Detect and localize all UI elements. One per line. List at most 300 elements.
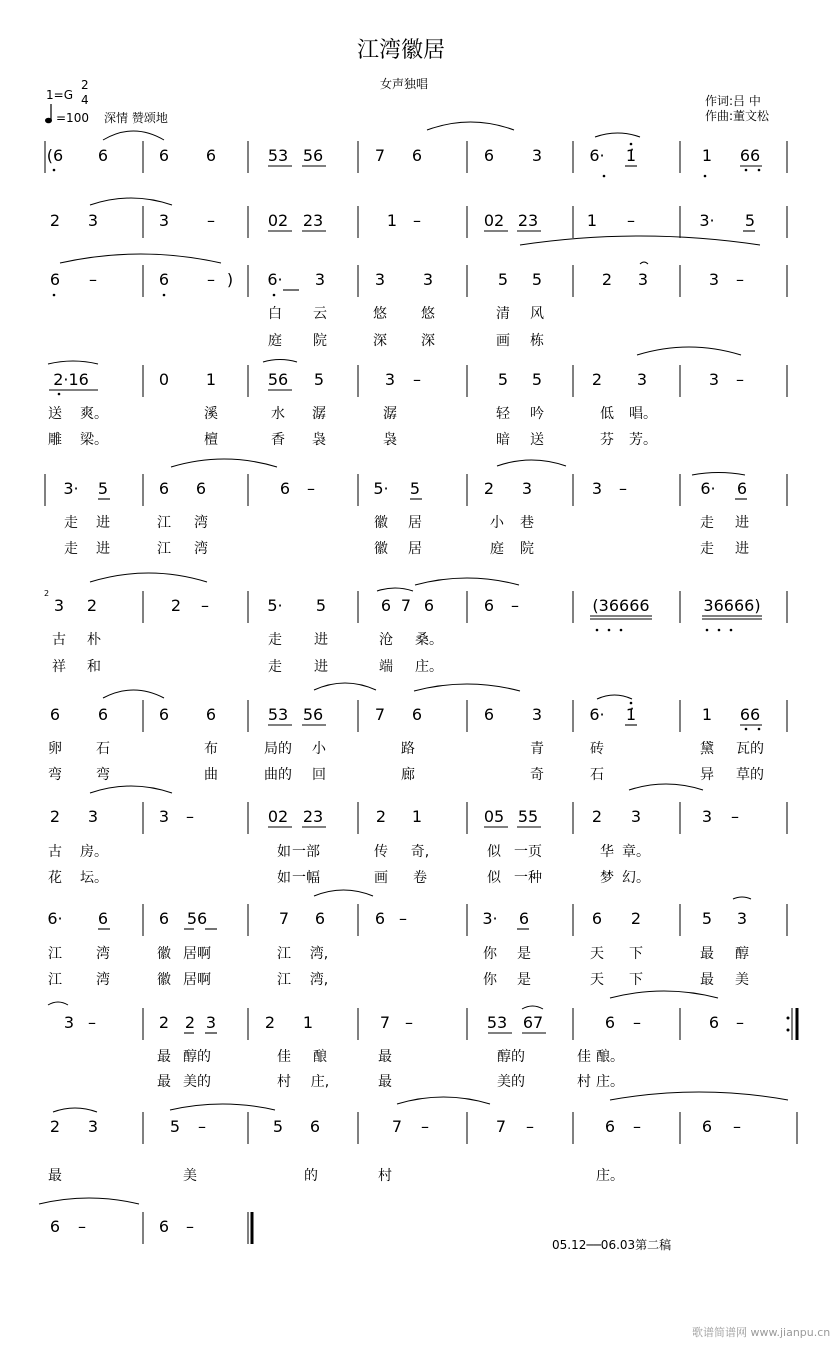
lyric-syllable: 湾 (96, 972, 110, 988)
jianpu-note: – (731, 807, 739, 826)
lyric-syllable: 廊 (401, 767, 415, 783)
lyric-syllable: 潺 (312, 406, 326, 422)
jianpu-note: 2 (49, 211, 61, 230)
lyric-syllable: 曲的 (264, 767, 292, 783)
subtitle: 女声独唱 (380, 77, 429, 91)
lyric-syllable: 美的 (183, 1074, 211, 1090)
lyric-syllable: 爽。 (80, 406, 108, 422)
lyric-syllable: 传 (374, 844, 388, 860)
jianpu-note: – (207, 270, 215, 289)
lyric-syllable: 庄。 (596, 1074, 624, 1090)
repeat-dot (787, 1017, 790, 1020)
slur (90, 573, 207, 582)
lyric-syllable: 村 (277, 1074, 291, 1090)
octave-dot (53, 169, 56, 172)
jianpu-note: 6 (483, 596, 495, 615)
lyric-syllable: 最 (700, 972, 714, 988)
lyric-syllable: 白 (268, 306, 282, 322)
jianpu-note: 3 (314, 270, 326, 289)
lyric-syllable: 送 (530, 432, 544, 448)
jianpu-note: 6 (195, 479, 207, 498)
octave-dot (603, 175, 606, 178)
jianpu-note: 6· (267, 270, 283, 289)
lyric-syllable: 最 (48, 1168, 62, 1184)
jianpu-note: 66 (739, 146, 761, 165)
jianpu-note: 05 (483, 807, 505, 826)
slur (497, 460, 566, 466)
jianpu-note: 0 (158, 370, 170, 389)
jianpu-note: 6 (49, 705, 61, 724)
lyric-syllable: 美 (183, 1168, 197, 1184)
jianpu-note: 6 (158, 270, 170, 289)
lyric-syllable: 弯 (96, 767, 110, 783)
jianpu-note: 6 (158, 479, 170, 498)
lyricist-credit: 作词:吕 中 (705, 94, 761, 108)
lyric-syllable: 村 (378, 1168, 392, 1184)
lyric-syllable: 徽 (374, 541, 388, 557)
lyric-syllable: 暗 (496, 432, 510, 448)
lyric-syllable: 下 (629, 972, 643, 988)
lyric-syllable: 最 (157, 1074, 171, 1090)
jianpu-note: 2 (601, 270, 613, 289)
lyric-syllable: 走 (700, 515, 714, 531)
jianpu-note: 67 (522, 1013, 544, 1032)
slur (90, 198, 172, 205)
jianpu-note: – (186, 1217, 194, 1236)
lyric-syllable: 桑。 (415, 632, 443, 648)
jianpu-note: 2 (86, 596, 98, 615)
lyric-syllable: 布 (204, 741, 218, 757)
jianpu-note: 3 (374, 270, 386, 289)
lyric-syllable: 路 (401, 741, 415, 757)
slur (595, 133, 640, 137)
jianpu-note: 3 (87, 1117, 99, 1136)
lyric-syllable: 似 (487, 870, 501, 886)
lyric-syllable: 湾 (194, 515, 208, 531)
lyric-syllable: 是 (517, 972, 531, 988)
jianpu-note: 2 (49, 1117, 61, 1136)
jianpu-note: 2 (630, 909, 642, 928)
jianpu-note: 23 (302, 211, 324, 230)
jianpu-note: 6 (205, 146, 217, 165)
octave-dot (163, 294, 166, 297)
jianpu-note: 5 (272, 1117, 284, 1136)
slur (377, 588, 413, 591)
lyric-syllable: 巷 (520, 515, 534, 531)
jianpu-note: 6 (97, 146, 109, 165)
jianpu-note: (6 (46, 146, 64, 165)
slur (414, 684, 520, 691)
jianpu-note: – (633, 1117, 641, 1136)
lyric-syllable: 醇的 (497, 1049, 525, 1065)
slur (733, 897, 751, 899)
jianpu-note: 7 (495, 1117, 507, 1136)
slur (427, 122, 514, 130)
jianpu-note: 1 (701, 146, 713, 165)
lyric-syllable: 坛。 (80, 870, 108, 886)
jianpu-note: 3 (591, 479, 603, 498)
lyric-syllable: 进 (96, 541, 110, 557)
jianpu-note: – (186, 807, 194, 826)
lyric-syllable: 似 (487, 844, 501, 860)
lyric-syllable: 回 (312, 767, 326, 783)
lyric-syllable: 送 (48, 406, 62, 422)
jianpu-note: 6 (604, 1013, 616, 1032)
jianpu-note: ) (226, 270, 234, 289)
watermark: 歌谱简谱网 www.jianpu.cn (692, 1326, 831, 1339)
jianpu-note: 36666) (703, 596, 761, 615)
jianpu-note: 6 (314, 909, 326, 928)
jianpu-note: 2 (170, 596, 182, 615)
lyric-syllable: 小 (312, 741, 326, 757)
jianpu-note: 6 (49, 270, 61, 289)
lyric-syllable: 徽 (374, 515, 388, 531)
lyric-syllable: 庄。 (596, 1168, 624, 1184)
grace-mark: 2 (44, 589, 50, 598)
jianpu-note: 3 (521, 479, 533, 498)
jianpu-note: 1 (411, 807, 423, 826)
jianpu-note: 1̇ (625, 146, 637, 165)
jianpu-note: – (413, 370, 421, 389)
jianpu-note: 2 (375, 807, 387, 826)
lyric-syllable: 进 (314, 659, 328, 675)
jianpu-note: 1 (302, 1013, 314, 1032)
lyric-syllable: 酿。 (596, 1049, 624, 1065)
jianpu-note: 6· (47, 909, 63, 928)
lyric-syllable: 潺 (383, 406, 397, 422)
lyric-syllable: 卷 (413, 870, 427, 886)
lyric-syllable: 进 (735, 541, 749, 557)
lyric-syllable: 居啊 (183, 946, 211, 962)
jianpu-note: 2 (591, 807, 603, 826)
jianpu-note: 6 (205, 705, 217, 724)
jianpu-note: 1 (205, 370, 217, 389)
lyric-syllable: 石 (96, 741, 110, 757)
lyric-syllable: 和 (87, 659, 101, 675)
jianpu-note: 5 (701, 909, 713, 928)
jianpu-note: – (736, 370, 744, 389)
lyric-syllable: 奇, (410, 844, 430, 860)
jianpu-note: 1 (386, 211, 398, 230)
lyric-syllable: 芳。 (629, 432, 657, 448)
jianpu-note: 6 (279, 479, 291, 498)
lyric-syllable: 走 (64, 515, 78, 531)
lyric-syllable: 进 (735, 515, 749, 531)
lyric-syllable: 风 (530, 306, 544, 322)
jianpu-note: 3 (422, 270, 434, 289)
lyric-syllable: 轻 (496, 406, 510, 422)
octave-dot (745, 728, 748, 731)
slur (314, 890, 373, 896)
jianpu-note: 3· (63, 479, 79, 498)
slur (415, 578, 519, 585)
slur (637, 347, 741, 355)
lyric-syllable: 水 (271, 406, 285, 422)
jianpu-note: 3 (736, 909, 748, 928)
jianpu-note: 02 (267, 211, 289, 230)
lyric-syllable: 画 (496, 333, 510, 349)
slur (53, 1108, 97, 1112)
jianpu-note: 6 (604, 1117, 616, 1136)
lyric-syllable: 卵 (48, 741, 62, 757)
lyric-syllable: 天 (590, 972, 604, 988)
slur (629, 784, 703, 790)
lyric-syllable: 古 (48, 844, 62, 860)
jianpu-note: 1 (701, 705, 713, 724)
jianpu-note: 6 (158, 146, 170, 165)
jianpu-note: – (207, 211, 215, 230)
lyric-syllable: 低 (600, 406, 614, 422)
lyric-syllable: 袅 (312, 432, 326, 448)
jianpu-note: 7 (379, 1013, 391, 1032)
jianpu-note: 6· (589, 146, 605, 165)
jianpu-note: – (736, 1013, 744, 1032)
jianpu-note: 5· (267, 596, 283, 615)
jianpu-note: 3 (708, 270, 720, 289)
jianpu-note: 3 (87, 211, 99, 230)
lyric-syllable: 吟 (530, 406, 544, 422)
lyric-syllable: 最 (378, 1074, 392, 1090)
lyric-syllable: 村 (577, 1074, 591, 1090)
jianpu-note: 6 (309, 1117, 321, 1136)
jianpu-note: – (307, 479, 315, 498)
lyric-syllable: 湾 (194, 541, 208, 557)
lyric-syllable: 徽 (157, 972, 171, 988)
lyric-syllable: 居 (408, 541, 422, 557)
lyric-syllable: 古 (52, 632, 66, 648)
slur (103, 131, 164, 140)
jianpu-note: 56 (302, 146, 324, 165)
jianpu-note: 6 (701, 1117, 713, 1136)
octave-dot (758, 728, 761, 731)
jianpu-note: 5 (744, 211, 756, 230)
lyric-syllable: 黛 (700, 741, 714, 757)
jianpu-note: 2 (483, 479, 495, 498)
octave-dot (718, 629, 721, 632)
lyric-syllable: 庄, (310, 1074, 330, 1090)
jianpu-note: 6 (158, 1217, 170, 1236)
jianpu-note: 7 (391, 1117, 403, 1136)
jianpu-note: – (511, 596, 519, 615)
octave-dot (58, 393, 61, 396)
jianpu-note: 3 (708, 370, 720, 389)
jianpu-note: 3 (53, 596, 65, 615)
jianpu-note: – (633, 1013, 641, 1032)
jianpu-note: 6 (411, 705, 423, 724)
lyric-syllable: 走 (64, 541, 78, 557)
lyric-syllable: 佳 (277, 1049, 291, 1065)
slur (60, 254, 221, 263)
lyric-syllable: 醇的 (183, 1049, 211, 1065)
lyric-syllable: 居啊 (183, 972, 211, 988)
jianpu-note: – (421, 1117, 429, 1136)
lyric-syllable: 朴 (87, 632, 101, 648)
lyric-syllable: 居 (408, 515, 422, 531)
jianpu-note: 23 (517, 211, 539, 230)
slur (39, 1198, 139, 1204)
jianpu-note: – (405, 1013, 413, 1032)
lyric-syllable: 湾 (96, 946, 110, 962)
jianpu-note: 3 (637, 270, 649, 289)
octave-dot (608, 629, 611, 632)
lyric-syllable: 院 (313, 333, 327, 349)
octave-dot (745, 169, 748, 172)
octave-dot (596, 629, 599, 632)
jianpu-note: 55 (517, 807, 539, 826)
lyric-syllable: 沧 (379, 632, 393, 648)
lyric-syllable: 小 (490, 515, 504, 531)
lyric-syllable: 云 (313, 306, 327, 322)
jianpu-note: 6 (158, 909, 170, 928)
jianpu-note: 02 (267, 807, 289, 826)
jianpu-note: 6 (158, 705, 170, 724)
lyric-syllable: 袅 (383, 432, 397, 448)
lyric-syllable: 异 (700, 767, 714, 783)
jianpu-note: 6 (49, 1217, 61, 1236)
lyric-syllable: 檀 (204, 432, 218, 448)
lyric-syllable: 梦 (600, 870, 614, 886)
octave-dot (620, 629, 623, 632)
lyric-syllable: 天 (590, 946, 604, 962)
lyric-syllable: 湾, (309, 946, 329, 962)
jianpu-note: 6 (736, 479, 748, 498)
jianpu-note: 5 (97, 479, 109, 498)
lyric-syllable: 一幅 (292, 870, 320, 886)
lyric-syllable: 一种 (514, 870, 542, 886)
jianpu-note: 3 (384, 370, 396, 389)
jianpu-note: 5 (169, 1117, 181, 1136)
jianpu-note: 3 (701, 807, 713, 826)
slur (520, 236, 760, 245)
octave-dot (706, 629, 709, 632)
jianpu-note: 56 (186, 909, 208, 928)
lyric-syllable: 深 (373, 333, 387, 349)
slur (692, 473, 745, 476)
jianpu-note: 6 (97, 705, 109, 724)
jianpu-note: 6 (518, 909, 530, 928)
lyric-syllable: 画 (374, 870, 388, 886)
jianpu-note: 6 (374, 909, 386, 928)
slur (597, 695, 632, 699)
expression-marking: 深情 赞颂地 (104, 111, 168, 125)
jianpu-note: – (526, 1117, 534, 1136)
lyric-syllable: 江 (157, 515, 171, 531)
lyric-syllable: 局的 (264, 741, 292, 757)
lyric-syllable: 深 (421, 333, 435, 349)
lyric-syllable: 江 (48, 972, 62, 988)
jianpu-note: 6· (589, 705, 605, 724)
slur (90, 786, 172, 793)
jianpu-note: 53 (267, 146, 289, 165)
jianpu-note: 3 (531, 705, 543, 724)
jianpu-note: 3 (636, 370, 648, 389)
jianpu-note: 5 (497, 270, 509, 289)
lyric-syllable: 悠 (421, 306, 435, 322)
lyric-syllable: 庭 (268, 333, 282, 349)
jianpu-note: 23 (302, 807, 324, 826)
jianpu-note: 53 (267, 705, 289, 724)
lyric-syllable: 祥 (52, 659, 66, 675)
lyric-syllable: 香 (271, 432, 285, 448)
lyric-syllable: 梁。 (80, 432, 108, 448)
lyric-syllable: 是 (517, 946, 531, 962)
slur (640, 262, 648, 264)
jianpu-note: 7 (374, 146, 386, 165)
time-signature-bottom: 4 (81, 93, 89, 107)
jianpu-note: – (413, 211, 421, 230)
lyric-syllable: 砖 (590, 741, 604, 757)
lyric-syllable: 唱。 (629, 406, 657, 422)
lyric-syllable: 你 (483, 972, 497, 988)
jianpu-note: 6 (380, 596, 392, 615)
jianpu-note: – (89, 270, 97, 289)
lyric-syllable: 华 (600, 844, 614, 860)
jianpu-note: – (736, 270, 744, 289)
octave-dot (704, 175, 707, 178)
jianpu-note: – (78, 1217, 86, 1236)
slur (263, 360, 297, 363)
jianpu-note: 56 (302, 705, 324, 724)
octave-dot (758, 169, 761, 172)
jianpu-note: 2 (158, 1013, 170, 1032)
lyric-syllable: 进 (314, 632, 328, 648)
lyric-syllable: 最 (157, 1049, 171, 1065)
octave-dot (273, 294, 276, 297)
lyric-syllable: 章。 (622, 844, 650, 860)
lyric-syllable: 草的 (736, 767, 764, 783)
jianpu-note: 6 (423, 596, 435, 615)
octave-dot (53, 294, 56, 297)
lyric-syllable: 走 (268, 632, 282, 648)
lyric-syllable: 美 (735, 972, 749, 988)
lyric-syllable: 悠 (373, 306, 387, 322)
jianpu-note: 5 (313, 370, 325, 389)
tempo-marking: =100 (56, 111, 89, 125)
lyric-syllable: 院 (520, 541, 534, 557)
slur (522, 1006, 543, 1009)
jianpu-note: 6 (97, 909, 109, 928)
jianpu-note: 2·16 (53, 370, 89, 389)
jianpu-note: – (201, 596, 209, 615)
song-title: 江湾徽居 (357, 38, 446, 63)
jianpu-note: 6 (483, 146, 495, 165)
jianpu-note: – (619, 479, 627, 498)
jianpu-note: 3 (158, 211, 170, 230)
slur (170, 1104, 275, 1110)
jianpu-note: 1̇ (625, 705, 637, 724)
lyric-syllable: 瓦的 (736, 741, 764, 757)
lyric-syllable: 江 (48, 946, 62, 962)
octave-dot (730, 629, 733, 632)
slur (48, 1002, 68, 1005)
jianpu-note: 6· (700, 479, 716, 498)
jianpu-note: – (88, 1013, 96, 1032)
lyric-syllable: 房。 (80, 844, 108, 860)
lyric-syllable: 幻。 (622, 870, 650, 886)
lyric-syllable: 醇 (735, 946, 749, 962)
jianpu-note: 7 (374, 705, 386, 724)
slur (314, 683, 376, 690)
jianpu-note: 5 (315, 596, 327, 615)
lyric-syllable: 芬 (600, 432, 614, 448)
slur (397, 1097, 490, 1104)
lyric-syllable: 庭 (490, 541, 504, 557)
lyric-syllable: 花 (48, 870, 62, 886)
jianpu-note: 56 (267, 370, 289, 389)
jianpu-note: 6 (411, 146, 423, 165)
lyric-syllable: 如 (277, 844, 291, 860)
lyric-syllable: 进 (96, 515, 110, 531)
